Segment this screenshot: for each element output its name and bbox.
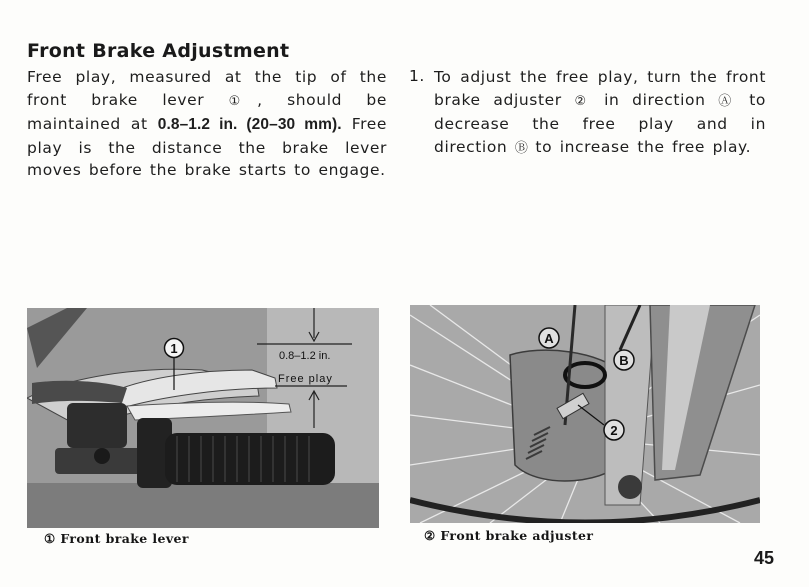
callout-1: 1 — [170, 341, 178, 356]
section-heading: Front Brake Adjustment — [27, 40, 290, 62]
step-number: 1. — [409, 67, 425, 85]
figure1-caption: ① Front brake lever — [44, 531, 189, 546]
callout-2: 2 — [610, 423, 618, 438]
callout-a: A — [544, 331, 554, 346]
direction-a-marker: Ⓐ — [718, 93, 737, 109]
step-instruction: To adjust the free play, turn the front brake adjuster ② in direction Ⓐ to decrease the free play and in direction Ⓑ to increase the free play. — [434, 68, 766, 156]
dimension-value: 0.8–1.2 in. — [279, 350, 331, 362]
brake-adjuster-photo — [410, 305, 760, 523]
lever-marker: ① — [228, 93, 258, 109]
page-number: 45 — [753, 548, 774, 568]
caption2-marker: ② — [424, 528, 436, 543]
caption1-marker: ① — [44, 531, 56, 546]
callout-b: B — [619, 353, 629, 368]
free-play-spec: 0.8–1.2 in. (20–30 mm). — [157, 116, 342, 133]
intro-paragraph: Free play, measured at the tip of the front brake lever ①, should be maintained at 0.8–1.2 in. (20–30 mm). Free play is the distance the brake lever moves before the brake starts to engage. — [27, 68, 388, 179]
direction-b-marker: Ⓑ — [514, 140, 528, 156]
dimension-label: Free play — [278, 373, 333, 385]
brake-lever-photo — [27, 308, 379, 528]
adjuster-marker: ② — [574, 93, 592, 109]
figure2-caption: ② Front brake adjuster — [424, 528, 594, 543]
